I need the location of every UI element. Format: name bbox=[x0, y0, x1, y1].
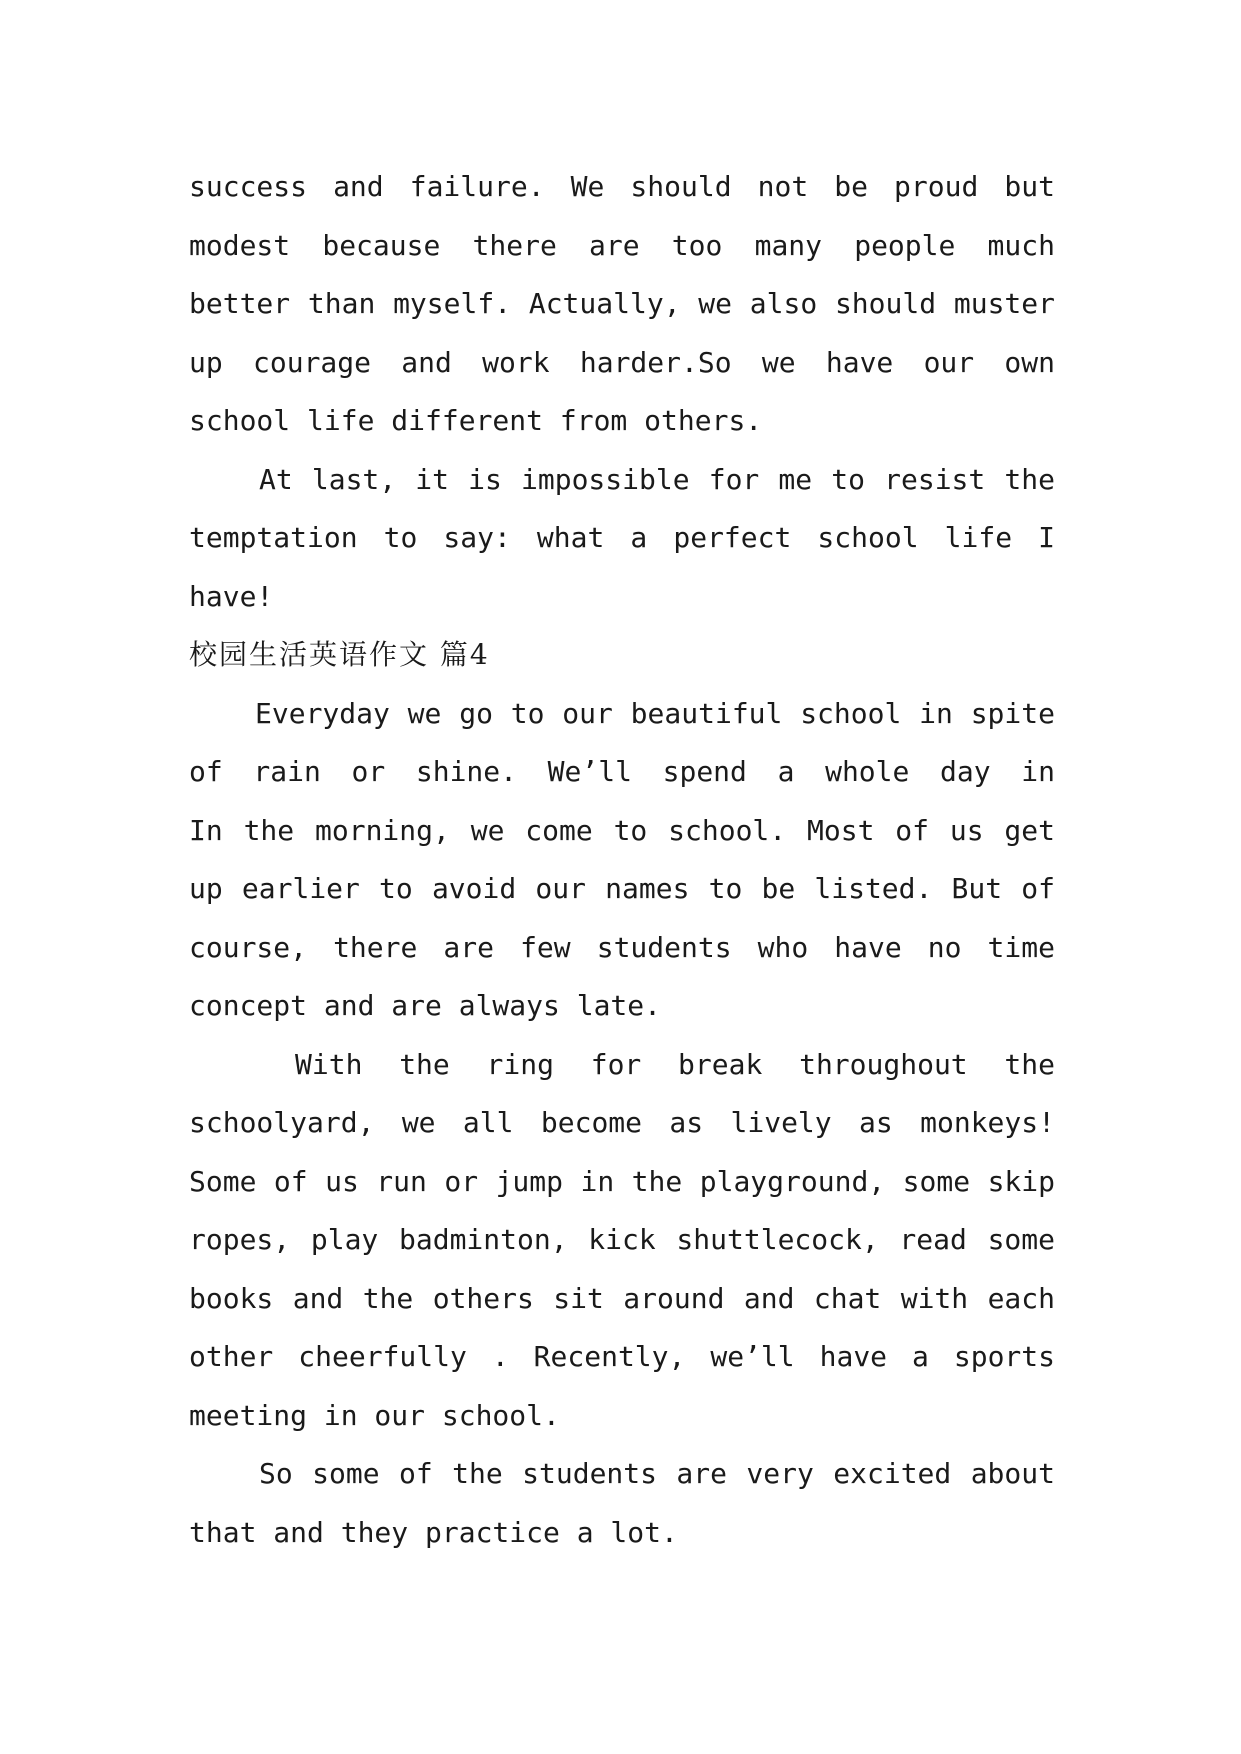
text-line: modest because there are too many people much bbox=[189, 228, 1055, 262]
text-line: have! bbox=[189, 579, 274, 613]
text-line: ropes, play badminton, kick shuttlecock, read some bbox=[189, 1223, 1055, 1256]
text-line: of rain or shine. We’ll spend a whole day in bbox=[189, 755, 1055, 788]
text-line: So some of the students are very excited about bbox=[259, 1457, 1055, 1490]
text-line: up earlier to avoid our names to be listed. But of bbox=[189, 872, 1055, 905]
text-line: Everyday we go to our beautiful school in spite bbox=[255, 696, 1055, 730]
text-line: With the ring for break throughout the bbox=[295, 1047, 1055, 1081]
document-body bbox=[189, 158, 1055, 1562]
section-heading: 校园生活英语作文 篇4 bbox=[189, 638, 490, 671]
text-line: meeting in our school. bbox=[189, 1398, 560, 1432]
text-line: other cheerfully . Recently, we’ll have a sports bbox=[189, 1340, 1055, 1373]
paragraph-3 bbox=[189, 1445, 1055, 1562]
text-line: schoolyard, we all become as lively as monkeys! bbox=[189, 1106, 1055, 1139]
text-line: up courage and work harder.So we have our own bbox=[189, 345, 1055, 379]
text-line: books and the others sit around and chat with each bbox=[189, 1281, 1055, 1315]
text-line: that and they practice a lot. bbox=[189, 1515, 678, 1549]
text-line: course, there are few students who have no time bbox=[189, 930, 1055, 964]
text-line: concept and are always late. bbox=[189, 989, 662, 1022]
text-line: Some of us run or jump in the playground, some skip bbox=[189, 1164, 1055, 1198]
paragraph-continued bbox=[189, 158, 1055, 451]
paragraph-2 bbox=[189, 1036, 1055, 1446]
text-line: better than myself. Actually, we also should muster bbox=[189, 287, 1055, 320]
text-line: temptation to say: what a perfect school life I bbox=[189, 521, 1055, 554]
text-line: In the morning, we come to school. Most of us get bbox=[189, 813, 1055, 847]
paragraph-closing bbox=[189, 451, 1055, 627]
paragraph-1 bbox=[189, 685, 1055, 1036]
text-line: At last, it is impossible for me to resist the bbox=[259, 462, 1055, 496]
text-line: school life different from others. bbox=[189, 404, 763, 437]
text-line: success and failure. We should not be proud but bbox=[189, 170, 1055, 203]
